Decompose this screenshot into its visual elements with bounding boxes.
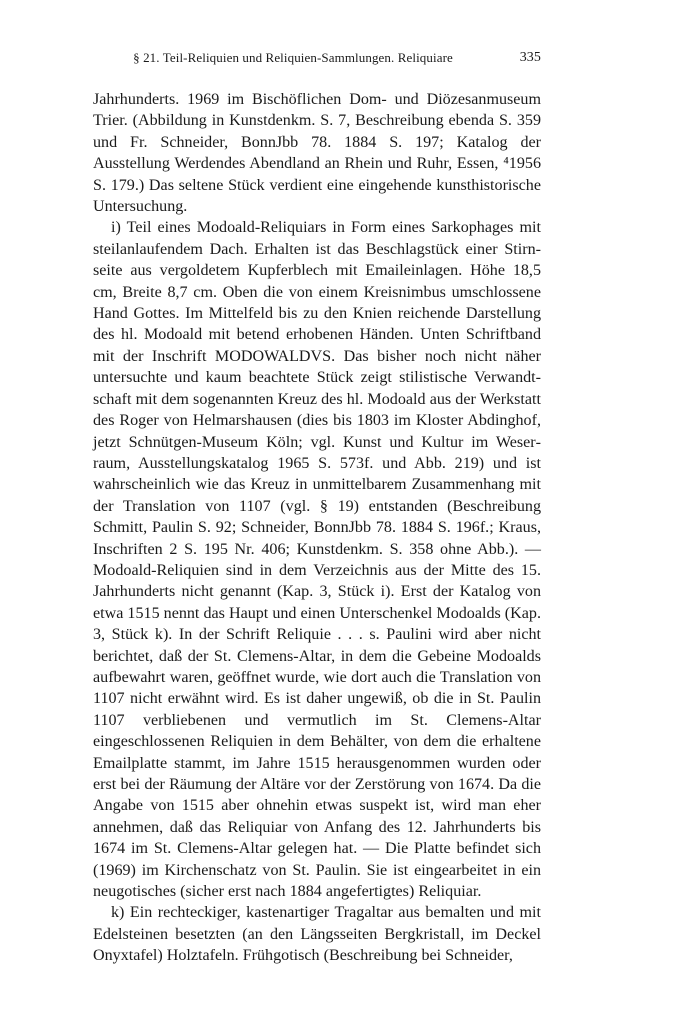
document-page <box>93 50 541 967</box>
running-head <box>93 50 541 70</box>
paragraph-item-i: i) Teil eines Modoald-Reliquiars in Form eines Sarkophages mit steilanlaufendem Dach. Erhalten ist das Beschlagstück einer Stirnseite aus vergoldetem Kupferblech mit Emaileinlagen. Höhe 18,5 cm, Breite 8,7 cm. Oben die von einem Kreisnimbus umschlossene Hand Gottes. Im Mittelfeld bis zu den Knien reichende Darstellung des hl. Modoald mit betend erhobenen Händen. Unten Schriftband mit der Inschrift MODOWALDVS. Das bisher noch nicht näher untersuchte und kaum beachtete Stück zeigt stilistische Verwandtschaft mit dem sogenannten Kreuz des hl. Modoald aus der Werkstatt des Roger von Helmarshausen (dies bis 1803 im Kloster Abdinghof, jetzt Schnütgen-Museum Köln; vgl. Kunst und Kultur im Weserraum, Ausstellungskatalog 1965 S. 573f. und Abb. 219) und ist wahrscheinlich wie das Kreuz in unmittelbarem Zusammenhang mit der Translation von 1107 (vgl. § 19) entstanden (Beschreibung Schmitt, Paulin S. 92; Schneider, BonnJbb 78. 1884 S. 196f.; Kraus, Inschriften 2 S. 195 Nr. 406; Kunstdenkm. S. 358 ohne Abb.). — Modoald-Reliquien sind in dem Verzeichnis aus der Mitte des 15. Jahrhunderts nicht genannt (Kap. 3, Stück i). Erst der Katalog von etwa 1515 nennt das Haupt und einen Unterschenkel Modoalds (Kap. 3, Stück k). In der Schrift Reliquie . . . s. Paulini wird aber nicht berichtet, daß der St. Clemens-Altar, in dem die Gebeine Modoalds aufbewahrt waren, geöffnet wurde, wie dort auch die Translation von 1107 nicht erwähnt wird. Es ist daher ungewiß, ob die in St. Paulin 1107 verbliebenen und vermutlich im St. Clemens-Altar eingeschlossenen Reliquien in dem Behälter, von dem die erhaltene Emailplatte stammt, im Jahre 1515 herausgenommen wurden oder erst bei der Räumung der Altäre vor der Zerstörung von 1674. Da die Angabe von 1515 aber ohnehin etwas suspekt ist, wird man eher annehmen, daß das Reliquiar von Anfang des 12. Jahrhunderts bis 1674 im St. Clemens-Altar gelegen hat. — Die Platte befindet sich (1969) im Kirchenschatz von St. Paulin. Sie ist eingearbeitet in ein neugotisches (sicher erst nach 1884 angefertigtes) Reliquiar. <box>93 219 541 901</box>
paragraph-continuation: Jahrhunderts. 1969 im Bischöflichen Dom- und Diözesanmuseum Trier. (Abbildung in Kunstdenkm. S. 7, Beschreibung ebenda S. 359 und Fr. Schneider, BonnJbb 78. 1884 S. 197; Katalog der Ausstellung Werdendes Abendland an Rhein und Ruhr, Essen, ⁴1956 S. 179.) Das seltene Stück verdient eine eingehende kunsthistorische Untersuchung. <box>93 91 541 216</box>
body-text <box>93 89 541 967</box>
paragraph-item-k: k) Ein rechteckiger, kastenartiger Tragaltar aus bemalten und mit Edelsteinen besetzten (an den Längsseiten Bergkristall, im Deckel Onyxtafel) Holztafeln. Frühgotisch (Beschreibung bei Schneider, <box>93 904 541 965</box>
page-number: 335 <box>519 50 541 65</box>
running-title: § 21. Teil-Reliquien und Reliquien-Sammlungen. Reliquiare <box>133 50 453 65</box>
